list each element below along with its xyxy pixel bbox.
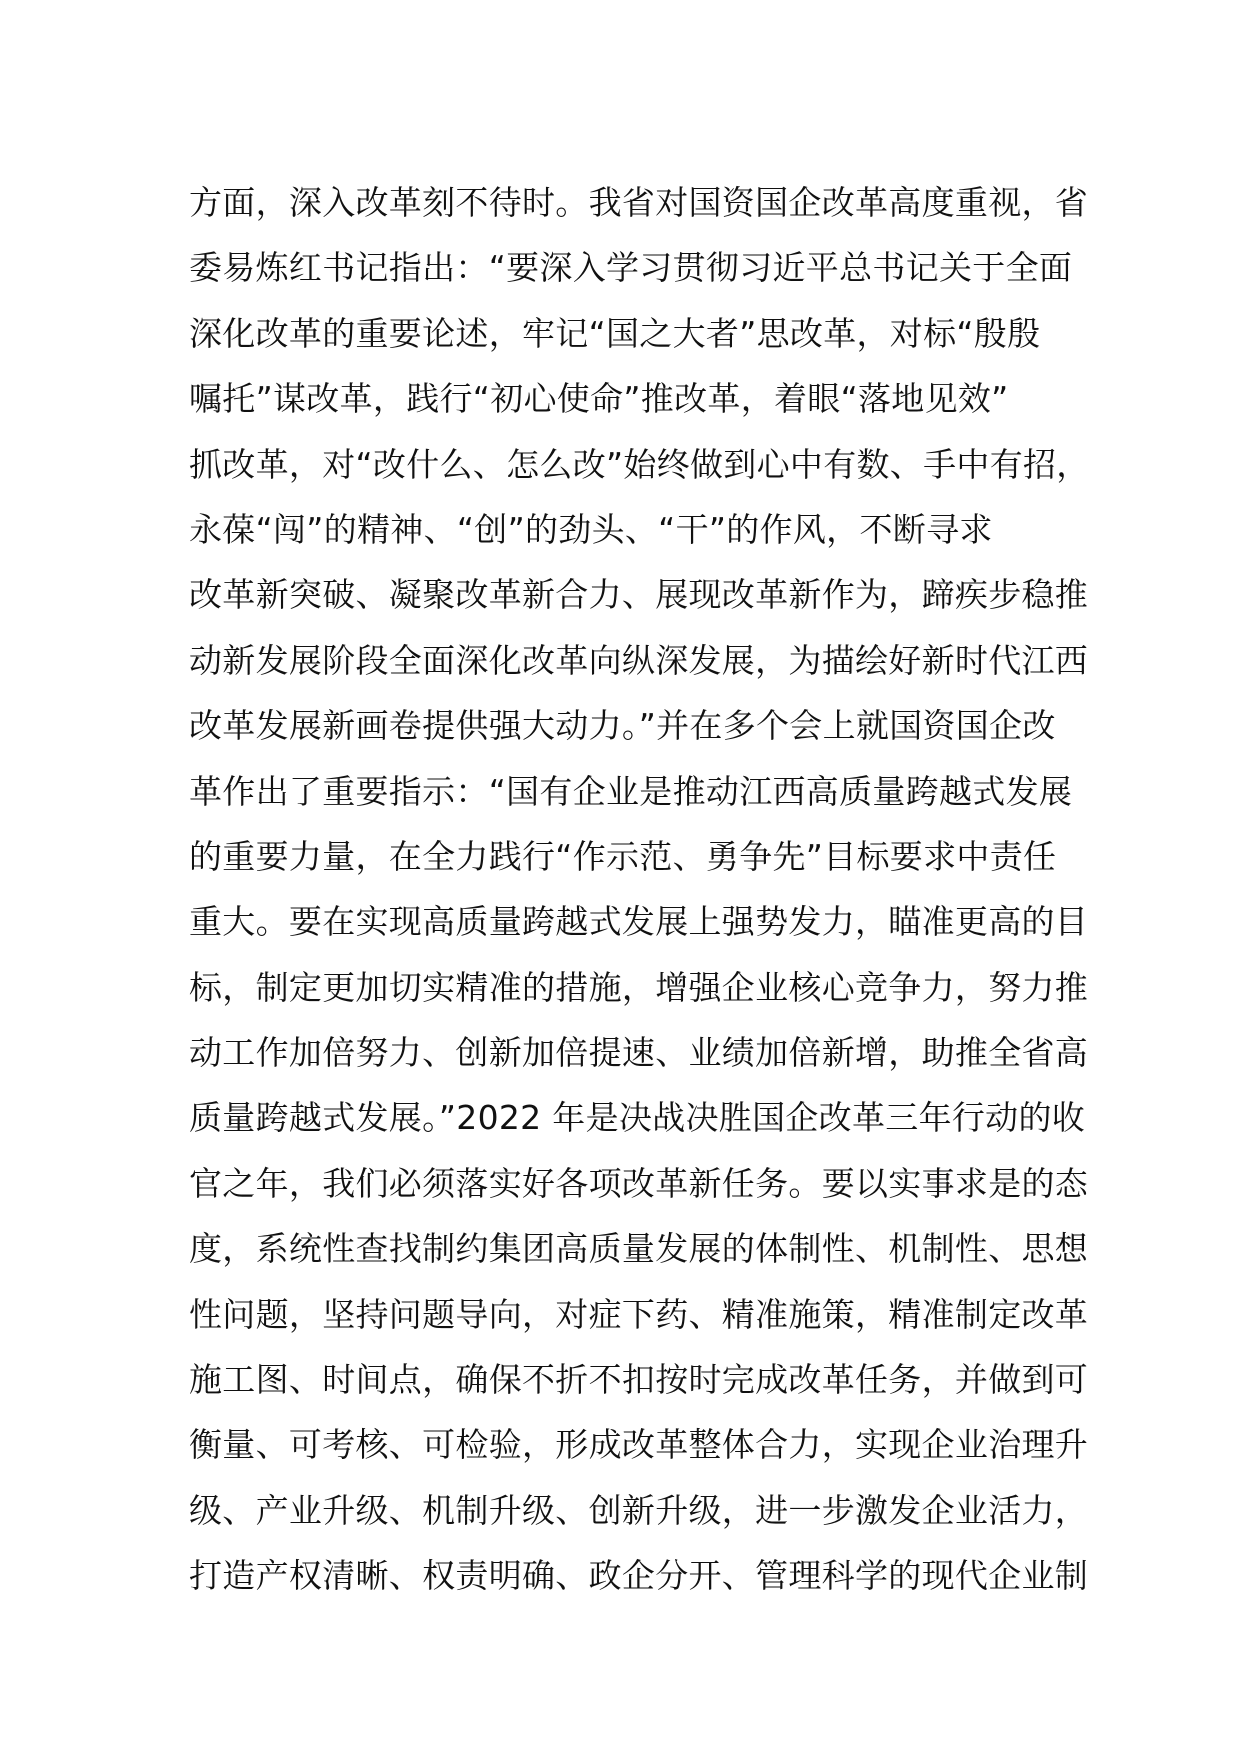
text-line: 改革发展新画卷提供强大动力。”并在多个会上就国资国企改 <box>189 706 1056 746</box>
text-line: 动新发展阶段全面深化改革向纵深发展，为描绘好新时代江西 <box>189 640 1089 680</box>
text-line: 性问题，坚持问题导向，对症下药、精准施策，精准制定改革 <box>189 1294 1089 1334</box>
text-line: 官之年，我们必须落实好各项改革新任务。要以实事求是的态 <box>189 1163 1089 1203</box>
text-line: 委易炼红书记指出：“要深入学习贯彻习近平总书记关于全面 <box>189 248 1073 288</box>
body-paragraph <box>189 170 1089 1609</box>
text-line: 动工作加倍努力、创新加倍提速、业绩加倍新增，助推全省高 <box>189 1033 1089 1073</box>
text-line: 革作出了重要指示：“国有企业是推动江西高质量跨越式发展 <box>189 771 1073 811</box>
text-line: 深化改革的重要论述，牢记“国之大者”思改革，对标“殷殷 <box>189 313 1041 353</box>
text-line: 级、产业升级、机制升级、创新升级，进一步激发企业活力， <box>189 1490 1089 1530</box>
text-line: 施工图、时间点，确保不折不扣按时完成改革任务，并做到可 <box>189 1360 1089 1400</box>
text-line: 的重要力量，在全力践行“作示范、勇争先”目标要求中责任 <box>189 836 1057 876</box>
text-line: 质量跨越式发展。”2022 年是决战决胜国企改革三年行动的收 <box>189 1098 1086 1138</box>
text-line: 衡量、可考核、可检验，形成改革整体合力，实现企业治理升 <box>189 1425 1089 1465</box>
text-line: 改革新突破、凝聚改革新合力、展现改革新作为，蹄疾步稳推 <box>189 575 1089 615</box>
text-line: 标，制定更加切实精准的措施，增强企业核心竞争力，努力推 <box>189 967 1089 1007</box>
text-line: 重大。要在实现高质量跨越式发展上强势发力，瞄准更高的目 <box>189 902 1089 942</box>
text-line: 度，系统性查找制约集团高质量发展的体制性、机制性、思想 <box>189 1229 1089 1269</box>
text-line: 抓改革，对“改什么、怎么改”始终做到心中有数、手中有招， <box>189 444 1090 484</box>
text-line: 打造产权清晰、权责明确、政企分开、管理科学的现代企业制 <box>189 1556 1089 1596</box>
text-line: 方面，深入改革刻不待时。我省对国资国企改革高度重视，省 <box>189 183 1089 222</box>
text-line: 永葆“闯”的精神、“创”的劲头、“干”的作风，不断寻求 <box>189 509 993 549</box>
text-line: 嘱托”谋改革，践行“初心使命”推改革，着眼“落地见效” <box>189 379 1009 419</box>
